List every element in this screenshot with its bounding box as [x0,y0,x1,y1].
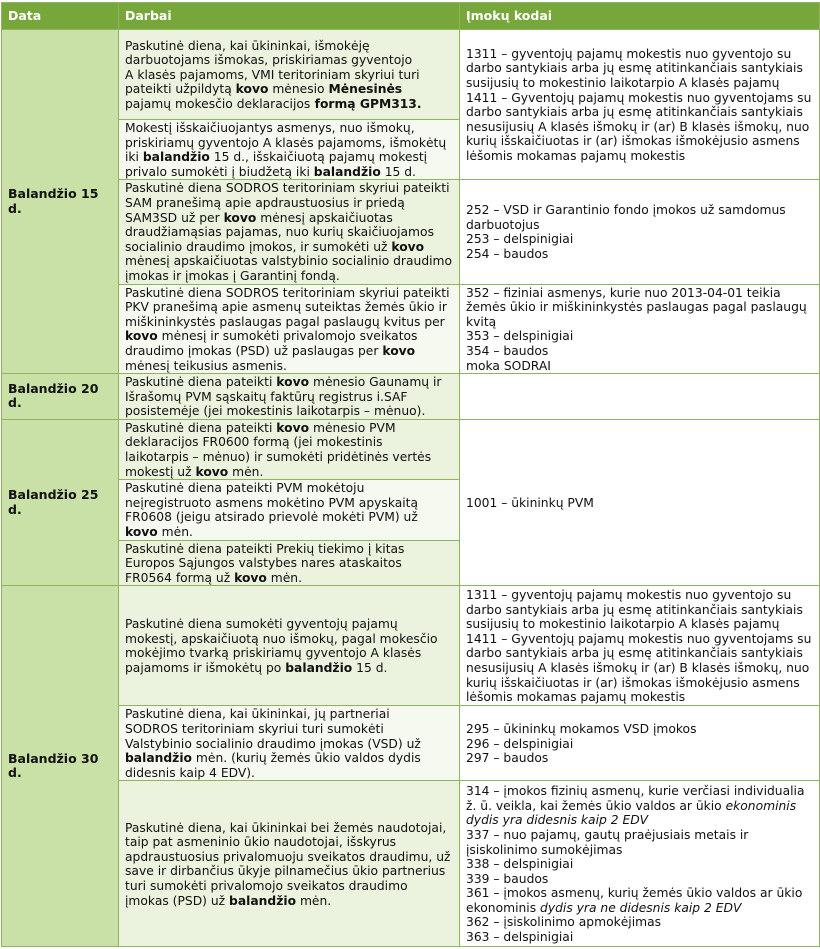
text-line: Išrašomų PVM sąskaitų faktūrų registrus i.SAF [125,389,408,404]
codes-cell [460,781,820,947]
text-segment: mėn. [157,525,193,540]
text-segment: mėn. [228,464,264,479]
text-line: 295 – ūkininkų mokamos VSD įmokos [466,722,697,737]
task-cell [119,781,460,947]
text-line: 1411 – Gyventojų pajamų mokestis nuo gyventojams su [466,631,812,646]
text-line: Valstybinio socialinio draudimo įmokas (VSD) už [125,736,421,751]
text-segment: Paskutinė diena pateikti [125,420,277,435]
text-line: laikotarpis – mėnuo) ir sumokėti pridėtinės vertės [125,450,432,465]
emphasis-text: formą GPM313. [310,96,422,111]
text-segment: mėnesį ir sumokėti privalomojo sveikatos [157,329,418,344]
codes-cell [460,419,820,586]
text-line: turi sumokėti privalomojo sveikatos draudimo [125,879,408,893]
text-line: save ir dirbančius ūkyje pilnamečius ūkio partnerius [125,864,446,879]
text-line: kvitą [466,314,497,329]
task-cell [119,540,460,586]
task-cell [119,374,460,420]
emphasis-text: balandžio [285,661,353,675]
text-line: Paskutinė diena pateikti Prekių tiekimo į kitas [125,541,405,556]
text-segment: FR0564 formą už [125,570,235,585]
text-line: mėnesį teikusius asmenis. [125,358,287,373]
text-line [125,211,453,226]
emphasis-text: dydis yra didesnis kaip 2 EDV [466,813,649,828]
text-line [125,751,453,766]
text-line: 337 – nuo pajamų, gautų praėjusiais metais ir [466,827,749,842]
text-segment: mėnesio PVM [309,420,396,435]
codes-cell [460,30,820,180]
text-segment: SAM3SD už per [125,210,224,225]
text-line: darbo santykiais arba jų esmę atitinkančiais santykiais [466,105,803,120]
tax-calendar-table [1,2,820,947]
text-line: įsiskolinimo sumokėjimas [466,842,623,857]
text-line: Paskutinė diena sumokėti gyventojų pajamų [125,617,398,632]
text-line [125,421,453,436]
text-line: Paskutinė diena SODROS teritoriniam skyriui pateikti [125,181,450,196]
text-segment: 15 d., išskaičiuotą pajamų mokestį [209,150,428,165]
date-cell-20: Balandžio 20 d. [2,374,119,420]
text-segment: mėnesio Gaunamų ir [309,375,442,390]
text-line: kurių išskaičiuotas ir (ar) išmokas išmokėjusio asmens [466,134,800,149]
table-row [2,284,820,374]
text-line: įmokas ir įmokas į Garantinį fondą. [125,268,340,283]
text-line [125,150,453,165]
emphasis-text: kovo [234,570,267,585]
text-segment: draudimo įmokas (PSD) už paslaugas per [125,343,383,358]
text-line: darbo santykiais arba jų esmę atitinkančiais santykiais [466,602,803,617]
text-segment: mėn. [266,570,303,585]
text-segment: mokestį už [125,464,196,479]
text-line: posistemėje (jei mokestinis laikotarpis – mėnuo). [125,404,426,419]
text-segment: mėnesį apskaičiuotas [256,210,393,225]
emphasis-text: kovo [125,525,158,540]
text-segment: pajamoms ir išmokėtų po [125,661,286,675]
emphasis-text: kovo [276,375,310,390]
text-line: susijusių to mokestinio laikotarpio A klasės pajamų [466,617,780,632]
text-line [125,525,453,540]
text-line: 354 – baudos [466,343,549,358]
text-line: draudžiamąsias pajamas, nuo kurių skaičiuojamos [125,225,434,240]
text-line: lėšomis mokamas pajamų mokestis [466,690,686,705]
text-line: mokėjimo tvarką priskiriamų gyventojo A klasės [125,646,422,661]
text-line: apdraustuosius privalomuoju sveikatos draudimu, už [125,849,451,864]
text-segment: 15 d. [380,164,416,179]
text-segment: privalo sumokėti į biudžetą iki [125,164,314,179]
emphasis-text: ekonominis [725,798,797,813]
text-line: moka SODRAI [466,358,551,373]
text-segment: pajamų mokesčio deklaracijos [125,96,311,111]
text-line: lėšomis mokamas pajamų mokestis [466,148,686,163]
emphasis-text: dydis yra ne didesnis kaip 2 EDV [540,900,742,915]
text-line: 253 – delspinigiai [466,232,574,247]
text-segment: mėn. (kurių žemės ūkio valdos dydis [192,751,421,766]
text-line [125,465,453,480]
emphasis-text: balandžio [229,893,297,908]
table-row [2,374,820,420]
text-line: FR0608 (jeigu atsirado prievolė mokėti PVM) už [125,510,418,525]
task-cell [119,284,460,374]
emphasis-text: kovo [391,239,425,254]
text-line: darbo santykiais arba jų esmę atitinkančiais santykiais [466,61,803,76]
codes-cell [460,180,820,284]
text-line: 1311 – gyventojų pajamų mokestis nuo gyventojo su [466,588,792,603]
table-row [2,706,820,781]
emphasis-text: kovo [235,82,269,97]
text-line: 254 – baudos [466,247,549,262]
emphasis-text: balandžio [125,751,192,766]
task-cell [119,419,460,479]
text-line: darbuotojams išmokas, priskiriamas gyventojo [125,53,413,68]
text-line: 361 – įmokos asmenų, kurių žemės ūkio valdos ar ūkio [466,886,803,901]
codes-cell [460,586,820,706]
header-codes: Įmokų kodai [460,3,820,30]
text-line [125,894,453,909]
text-line: Paskutinė diena pateikti PVM mokėtoju [125,481,365,496]
date-cell-25: Balandžio 25 d. [2,419,119,586]
header-tasks: Darbai [119,3,460,30]
text-segment: pateikti užpildytą [125,82,236,97]
text-line: 296 – delspinigiai [466,736,574,751]
task-cell [119,120,460,180]
text-line: 363 – delspinigiai [466,930,574,945]
text-segment: Paskutinė diena pateikti [125,375,277,390]
emphasis-text: kovo [195,464,229,479]
task-cell [119,180,460,284]
text-line: kurių išskaičiuotas ir (ar) išmokas išmokėjusio asmens [466,675,800,690]
text-line: 339 – baudos [466,871,549,886]
codes-cell [460,706,820,781]
text-segment: socialinio draudimo įmokos, ir sumokėti už [125,239,392,254]
text-line: 1411 – Gyventojų pajamų mokestis nuo gyventojams su [466,90,812,105]
text-line: nesusijusių A klasės išmokų ir (ar) B klasės išmokų, nuo [466,119,810,134]
text-segment: mėn. [296,893,332,908]
table-row [2,586,820,706]
table-row [2,419,820,479]
text-line: 362 – įsiskolinimo apmokėjimas [466,915,662,930]
text-line: taip pat asmeninio ūkio naudotojai, išskyrus [125,835,397,850]
emphasis-text: balandžio [142,150,210,165]
emphasis-text: kovo [276,420,310,435]
text-line: neįregistruoto asmens mokėtino PVM apyskaitą [125,495,419,510]
text-line: A klasės pajamoms, VMI teritoriniam skyriui turi [125,67,420,82]
table-row [2,180,820,284]
text-line: nesusijusių A klasės išmokų ir (ar) B klasės išmokų, nuo [466,661,810,675]
text-line: 352 – fiziniai asmenys, kurie nuo 2013-04-01 teikia [466,285,781,300]
text-line [125,165,453,180]
text-line [466,813,813,828]
date-cell-15: Balandžio 15 d. [2,30,119,374]
text-line: darbo santykiais arba jų esmę atitinkančiais santykiais [466,646,803,661]
date-cell-30: Balandžio 30 d. [2,586,119,947]
text-line: žemės ūkio ir miškininkystės paslaugas pagal paslaugų [466,300,807,315]
emphasis-text: kovo [223,210,257,225]
text-segment: 15 d. [352,661,388,675]
text-segment: įmokas (PSD) už [125,893,230,908]
text-line: Paskutinė diena, kai ūkininkai, išmokėję [125,38,370,53]
text-line: Paskutinė diena, kai ūkininkai bei žemės naudotojai, [125,820,447,835]
text-line: SAM pranešimą apie apdraustuosius ir priedą [125,195,405,210]
text-line: mokestį, apskaičiuotą nuo išmokų, pagal mokesčio [125,631,438,646]
text-line [125,344,453,359]
text-line: 338 – delspinigiai [466,857,574,872]
text-line: priskiriamų gyventojo A klasės pajamoms, išmokėtų [125,135,447,150]
text-line [125,97,453,112]
text-segment: iki [125,150,143,165]
text-line [466,901,813,916]
text-line [125,329,453,344]
text-segment: ekonominis [466,900,541,915]
text-line: Europos Sąjungos valstybes nares ataskaitos [125,556,402,571]
text-line: miškininkystės paslaugas pagal paslaugų kvitus per [125,314,445,329]
table-row [2,781,820,947]
emphasis-text: kovo [125,329,158,344]
text-line: susijusių to mokestinio laikotarpio A klasės pajamų [466,76,780,90]
text-line: SODROS teritoriniam skyriui turi sumokėti [125,722,384,737]
header-date: Data [2,3,119,30]
text-line: didesnis kaip 4 EDV). [125,765,255,780]
text-line [125,375,453,390]
text-line: deklaracijos FR0600 formą (jei mokestinis [125,435,383,450]
text-line [125,82,453,97]
text-line: Paskutinė diena SODROS teritoriniam skyriui pateikti [125,285,450,300]
emphasis-text: Mėnesinės [328,82,403,97]
task-cell [119,30,460,120]
text-line: 353 – delspinigiai [466,329,574,344]
text-line [125,661,453,676]
text-line [125,240,453,255]
text-line [125,571,453,586]
text-segment: ž. ū. veikla, kai žemės ūkio valdos ar ūkio [466,798,726,813]
text-line: 1311 – gyventojų pajamų mokestis nuo gyventojo su [466,46,792,61]
text-line: 1001 – ūkininkų PVM [466,495,594,510]
codes-cell [460,284,820,374]
text-segment: mėnesio [268,82,329,97]
text-line: 297 – baudos [466,751,549,766]
task-cell [119,586,460,706]
header-row [2,3,820,30]
task-cell [119,706,460,781]
text-line: PKV pranešimą apie asmenų suteiktas žemės ūkio ir [125,300,447,315]
emphasis-text: balandžio [313,164,381,179]
text-line: Paskutinė diena, kai ūkininkai, jų partneriai [125,707,390,722]
task-cell [119,480,460,540]
text-line: 314 – įmokos fizinių asmenų, kurie verčiasi individualia [466,784,805,799]
text-line [466,799,813,814]
text-line: darbuotojus [466,217,540,232]
text-line: mėnesį apskaičiuotas valstybinio socialinio draudimo [125,254,453,269]
text-line: Mokestį išskaičiuojantys asmenys, nuo išmokų, [125,121,415,135]
codes-cell [460,374,820,420]
emphasis-text: kovo [382,343,416,358]
table-row [2,30,820,120]
text-line: 252 – VSD ir Garantinio fondo įmokos už samdomus [466,203,786,218]
